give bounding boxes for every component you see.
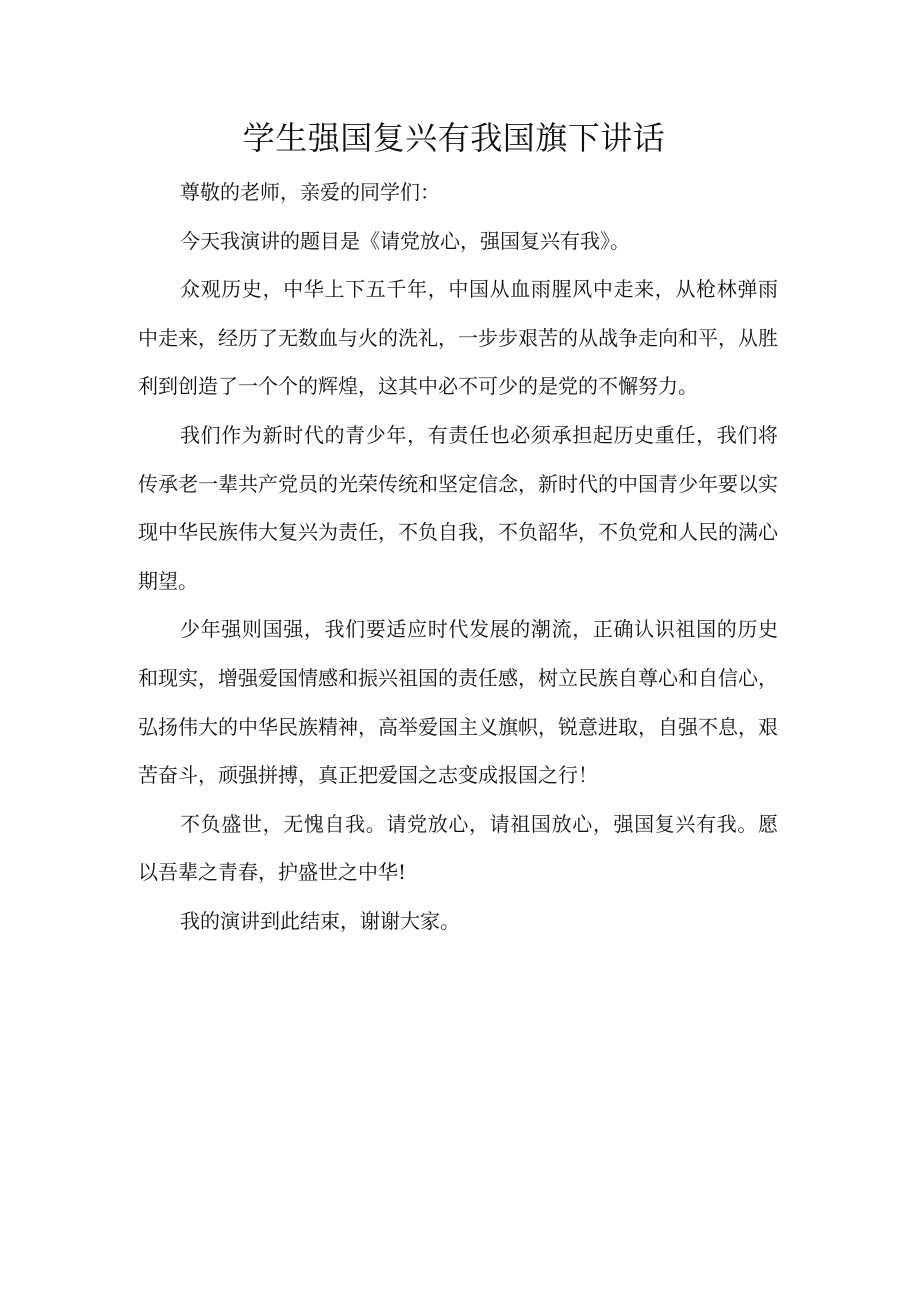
strong-youth-paragraph: 少年强则国强，我们要适应时代发展的潮流，正确认识祖国的历史和现实，增强爱国情感和振兴祖国的责任感，树立民族自尊心和自信心，弘扬伟大的中华民族精神，高举爱国主义旗帜，锐意进取，自强不息，艰苦奋斗，顽强拼搏，真正把爱国之志变成报国之行！ [138, 617, 778, 788]
document-body [138, 168, 778, 946]
topic-paragraph: 今天我演讲的题目是《请党放心，强国复兴有我》。 [180, 228, 630, 253]
pledge-paragraph: 不负盛世，无愧自我。请党放心，请祖国放心，强国复兴有我。愿以吾辈之青春，护盛世之中华! [138, 811, 778, 885]
responsibility-paragraph: 我们作为新时代的青少年，有责任也必须承担起历史重任，我们将传承老一辈共产党员的光荣传统和坚定信念，新时代的中国青少年要以实现中华民族伟大复兴为责任，不负自我，不负韶华，不负党和人民的满心期望。 [138, 422, 778, 593]
closing-paragraph: 我的演讲到此结束，谢谢大家。 [180, 908, 460, 933]
greeting-paragraph: 尊敬的老师，亲爱的同学们： [180, 180, 440, 204]
document-title: 学生强国复兴有我国旗下讲话 [242, 119, 666, 157]
history-paragraph: 众观历史，中华上下五千年，中国从血雨腥风中走来，从枪林弹雨中走来，经历了无数血与火的洗礼，一步步艰苦的从战争走向和平，从胜利到创造了一个个的辉煌，这其中必不可少的是党的不懈努力。 [138, 277, 778, 399]
